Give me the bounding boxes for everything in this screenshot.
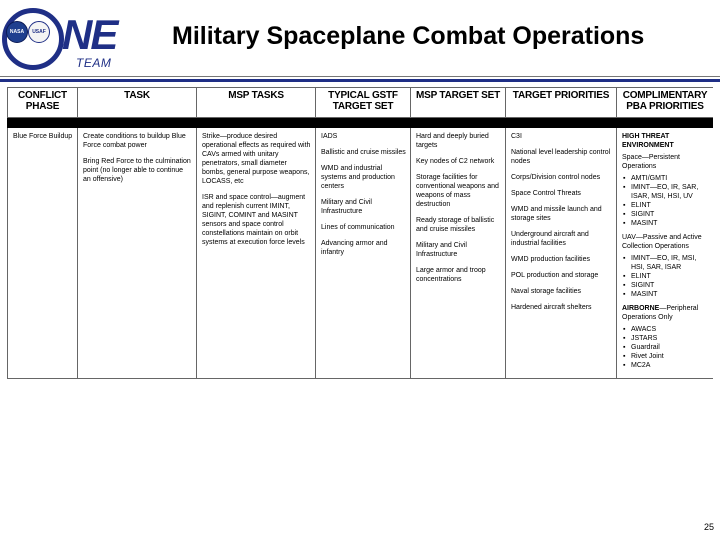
- operations-table: [7, 87, 713, 379]
- header-pba-priorities: COMPLIMENTARY PBA PRIORITIES: [617, 88, 714, 118]
- header-conflict-phase: CONFLICT PHASE: [8, 88, 78, 118]
- pba-uav-heading: UAV—Passive and Active Collection Operations: [622, 234, 702, 250]
- gstf-target-item: Ballistic and cruise missiles: [321, 149, 406, 156]
- phase-text: Blue Force Buildup: [13, 133, 73, 140]
- header-gstf-target-set: TYPICAL GSTF TARGET SET: [316, 88, 411, 118]
- pba-space-heading: Space—Persistent Operations: [622, 154, 680, 170]
- priority-item: WMD production facilities: [511, 256, 590, 263]
- list-item: ▪ SIGINT: [631, 281, 709, 290]
- list-item: ▪ MASINT: [631, 290, 709, 299]
- gstf-target-item: Lines of communication: [321, 224, 395, 231]
- priority-item: Hardened aircraft shelters: [511, 304, 592, 311]
- page-number: 25: [703, 522, 714, 532]
- air-force-seal-icon: USAF: [28, 21, 50, 43]
- priority-item: POL production and storage: [511, 272, 599, 279]
- list-item: ▪ AMTI/GMTI: [631, 174, 709, 183]
- cell-task: [78, 128, 197, 379]
- msp-target-item: Storage facilities for conventional weapons and weapons of mass destruction: [416, 174, 499, 208]
- msp-target-item: Hard and deeply buried targets: [416, 133, 489, 149]
- logo-text: NE: [62, 11, 117, 58]
- priority-item: Corps/Division control nodes: [511, 174, 601, 181]
- pba-airborne-list: [622, 325, 709, 370]
- pba-space-list: [622, 174, 709, 228]
- cell-pba-priorities: [617, 128, 714, 379]
- divider-thin: [0, 76, 720, 77]
- table-header-row: [8, 88, 714, 118]
- list-item: ▪ SIGINT: [631, 210, 709, 219]
- msp-task-item: ISR and space control—augment and replenish current IMINT, SIGINT, COMINT and MASINT sensors and space control constellations maintain on orbit systems at execution force levels: [202, 194, 306, 246]
- msp-target-item: Key nodes of C2 network: [416, 158, 495, 165]
- msp-target-item: Large armor and troop concentrations: [416, 267, 486, 283]
- gstf-target-item: Military and Civil Infrastructure: [321, 199, 372, 215]
- list-item: ▪ Guardrail: [631, 343, 709, 352]
- gstf-target-item: WMD and industrial systems and production centers: [321, 165, 395, 190]
- list-item: ▪ ELINT: [631, 272, 709, 281]
- list-item: ▪ JSTARS: [631, 334, 709, 343]
- list-item: ▪ MC2A: [631, 361, 709, 370]
- cell-msp-tasks: [197, 128, 316, 379]
- list-item: ▪ MASINT: [631, 219, 709, 228]
- msp-target-item: Military and Civil Infrastructure: [416, 242, 467, 258]
- header-task: TASK: [78, 88, 197, 118]
- gstf-target-item: Advancing armor and infantry: [321, 240, 388, 256]
- priority-item: WMD and missile launch and storage sites: [511, 206, 602, 222]
- priority-item: National level leadership control nodes: [511, 149, 611, 165]
- msp-task-item: Strike—produce desired operational effects as required with CAVs armed with unitary penetrators, small diameter bombs, general purpose weapons, LOCASS, etc: [202, 133, 311, 185]
- task-item: Bring Red Force to the culmination point (no longer able to continue an offensive): [83, 158, 191, 183]
- list-item: ▪ IMINT—EO, IR, MSI, HSI, SAR, ISAR: [631, 254, 709, 272]
- header-msp-tasks: MSP TASKS: [197, 88, 316, 118]
- divider-thick: [0, 79, 720, 82]
- cell-target-priorities: [506, 128, 617, 379]
- pba-airborne-heading: AIRBORNE—Peripheral Operations Only: [622, 305, 699, 321]
- table-row: [8, 128, 714, 379]
- list-item: ▪ IMINT—EO, IR, SAR, ISAR, MSI, HSI, UV: [631, 183, 709, 201]
- gstf-target-item: IADS: [321, 133, 338, 140]
- pba-heading: HIGH THREAT ENVIRONMENT: [622, 133, 674, 149]
- priority-item: Naval storage facilities: [511, 288, 582, 295]
- cell-conflict-phase: [8, 128, 78, 379]
- msp-target-item: Ready storage of ballistic and cruise missiles: [416, 217, 495, 233]
- one-team-logo: [0, 4, 130, 70]
- header-band: [8, 118, 714, 128]
- cell-msp-targets: [411, 128, 506, 379]
- header-msp-target-set: MSP TARGET SET: [411, 88, 506, 118]
- page-title: Military Spaceplane Combat Operations: [172, 22, 645, 50]
- nasa-seal-icon: NASA: [6, 21, 28, 43]
- priority-item: C3I: [511, 133, 522, 140]
- cell-gstf-targets: [316, 128, 411, 379]
- priority-item: Space Control Threats: [511, 190, 581, 197]
- header-target-priorities: TARGET PRIORITIES: [506, 88, 617, 118]
- list-item: ▪ ELINT: [631, 201, 709, 210]
- priority-item: Underground aircraft and industrial facilities: [511, 231, 589, 247]
- list-item: ▪ Rivet Joint: [631, 352, 709, 361]
- logo-subtext: TEAM: [76, 56, 112, 70]
- pba-uav-list: [622, 254, 709, 299]
- task-item: Create conditions to buildup Blue Force combat power: [83, 133, 186, 149]
- list-item: ▪ AWACS: [631, 325, 709, 334]
